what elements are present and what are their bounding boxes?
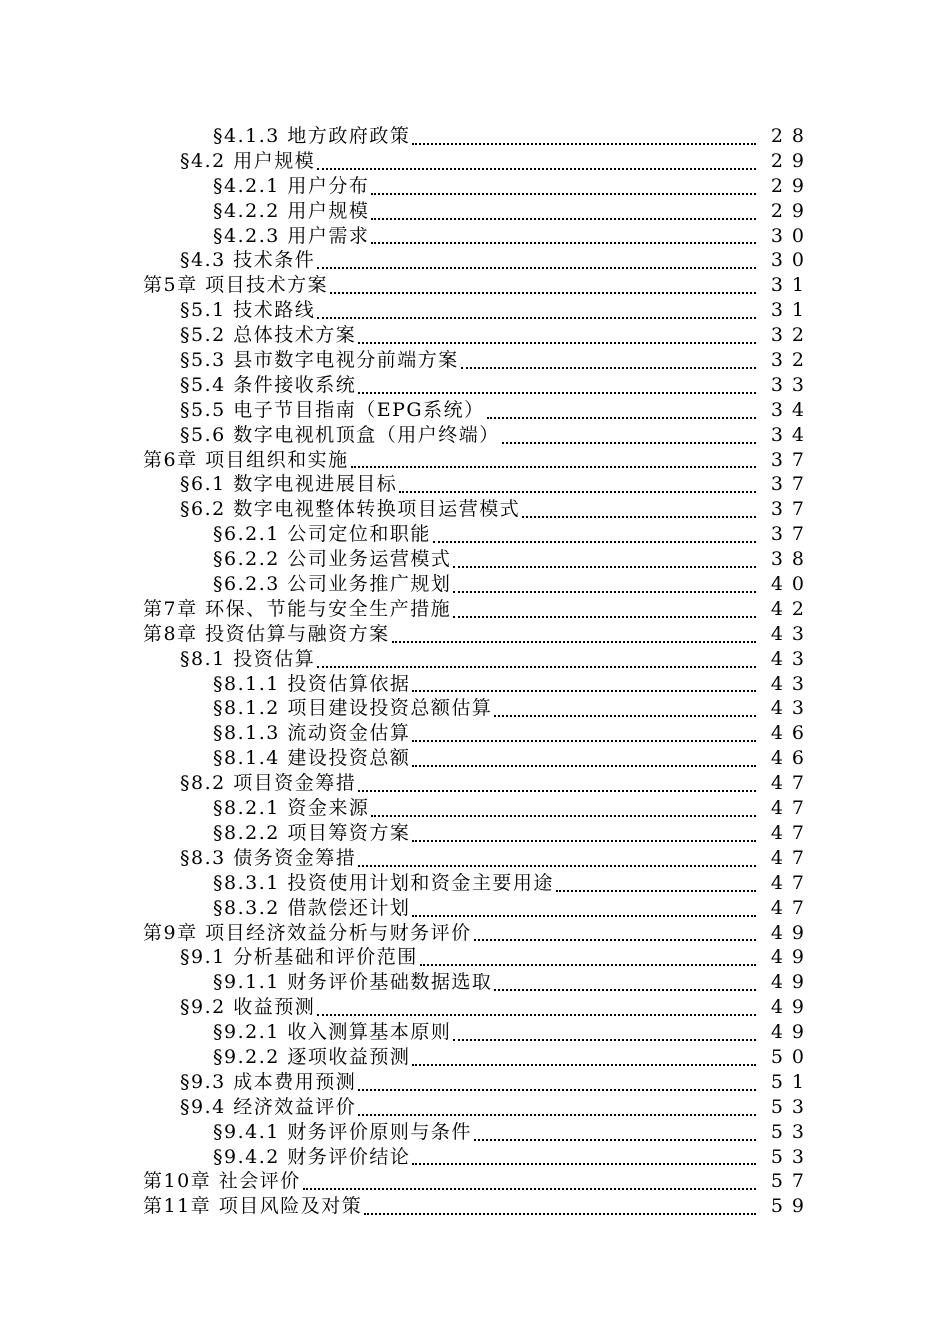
toc-entry-title: §9.2.2 逐项收益预测 xyxy=(213,1045,411,1068)
toc-entry-leader-dots xyxy=(494,690,756,717)
toc-entry-leader-dots xyxy=(317,143,756,170)
toc-entry-page-number: 43 xyxy=(770,697,813,720)
toc-entry-page-number: 47 xyxy=(770,772,813,795)
toc-entry-title: §5.6 数字电视机顶盒（用户终端） xyxy=(180,423,500,446)
toc-entry-leader-dots xyxy=(433,516,756,543)
toc-entry-title: §6.1 数字电视进展目标 xyxy=(180,473,398,496)
toc-entry-page-number: 53 xyxy=(770,1095,813,1118)
toc-entry-page-number: 47 xyxy=(770,896,813,919)
toc-entry-leader-dots xyxy=(317,989,756,1016)
toc-entry-title: §6.2.1 公司定位和职能 xyxy=(213,523,431,546)
toc-entry-title: §9.4.2 财务评价结论 xyxy=(213,1145,411,1168)
toc-entry-page-number: 28 xyxy=(770,125,813,147)
toc-entry-title: §8.2.1 资金来源 xyxy=(213,797,370,820)
toc-entry-leader-dots xyxy=(412,890,756,917)
toc-entry-leader-dots xyxy=(412,815,756,842)
toc-entry-title: §8.2 项目资金筹措 xyxy=(180,772,357,795)
toc-entry-leader-dots xyxy=(358,840,756,867)
toc-entry-page-number: 33 xyxy=(770,373,813,396)
toc-entry-page-number: 49 xyxy=(770,996,813,1019)
toc-entry-title: 第5章 项目技术方案 xyxy=(143,274,329,297)
toc-entry-title: 第6章 项目组织和实施 xyxy=(143,448,349,471)
toc-entry-leader-dots xyxy=(412,118,756,145)
toc-entry-leader-dots xyxy=(358,765,756,792)
toc-entry-title: §9.4 经济效益评价 xyxy=(180,1095,357,1118)
toc-entry[interactable] xyxy=(0,373,950,398)
toc-entry-page-number: 29 xyxy=(770,174,813,197)
toc-entry-title: §5.1 技术路线 xyxy=(180,299,316,322)
toc-entry-leader-dots xyxy=(474,915,756,942)
toc-entry-page-number: 43 xyxy=(770,622,813,645)
toc-entry-page-number: 34 xyxy=(770,398,813,421)
toc-entry-page-number: 53 xyxy=(770,1145,813,1168)
toc-entry-leader-dots xyxy=(453,1014,756,1041)
toc-entry-title: §4.1.3 地方政府政策 xyxy=(213,125,411,147)
toc-entry-page-number: 37 xyxy=(770,523,813,546)
toc-entry-title: §5.4 条件接收系统 xyxy=(180,373,357,396)
toc-entry-leader-dots xyxy=(412,666,756,693)
toc-entry-leader-dots xyxy=(453,541,756,568)
toc-entry-leader-dots xyxy=(371,168,756,195)
toc-entry-title: §8.1.1 投资估算依据 xyxy=(213,672,411,695)
toc-entry-title: §8.3 债务资金筹措 xyxy=(180,846,357,869)
toc-entry-page-number: 40 xyxy=(770,573,813,596)
toc-entry-leader-dots xyxy=(392,616,756,643)
toc-entry-page-number: 47 xyxy=(770,871,813,894)
toc-entry-leader-dots xyxy=(420,939,756,966)
toc-entry-title: §9.3 成本费用预测 xyxy=(180,1070,357,1093)
toc-entry-page-number: 46 xyxy=(770,747,813,770)
toc-entry-title: §8.1.2 项目建设投资总额估算 xyxy=(213,697,493,720)
toc-entry-title: §8.1.4 建设投资总额 xyxy=(213,747,411,770)
toc-entry-page-number: 47 xyxy=(770,846,813,869)
table-of-contents xyxy=(0,124,950,1219)
toc-entry-title: §6.2.2 公司业务运营模式 xyxy=(213,548,452,571)
toc-entry-title: §8.2.2 项目筹资方案 xyxy=(213,821,411,844)
toc-entry-page-number: 46 xyxy=(770,722,813,745)
toc-entry-title: §5.3 县市数字电视分前端方案 xyxy=(180,349,459,372)
toc-entry-leader-dots xyxy=(487,392,756,419)
toc-entry-title: 第9章 项目经济效益分析与财务评价 xyxy=(143,921,472,944)
toc-entry-leader-dots xyxy=(317,242,756,269)
toc-entry-title: §9.1 分析基础和评价范围 xyxy=(180,946,418,969)
toc-entry-leader-dots xyxy=(461,342,756,369)
toc-entry-title: §9.1.1 财务评价基础数据选取 xyxy=(213,971,493,994)
toc-entry-leader-dots xyxy=(358,1064,756,1091)
toc-entry-page-number: 34 xyxy=(770,423,813,446)
toc-entry-title: §8.3.1 投资使用计划和资金主要用途 xyxy=(213,871,554,894)
toc-entry-page-number: 31 xyxy=(770,274,813,297)
toc-entry-leader-dots xyxy=(399,466,756,493)
toc-entry-title: §4.2.3 用户需求 xyxy=(213,224,370,247)
toc-entry-leader-dots xyxy=(358,1089,756,1116)
toc-entry-leader-dots xyxy=(317,641,756,668)
toc-entry-page-number: 37 xyxy=(770,448,813,471)
toc-entry[interactable] xyxy=(0,1194,950,1219)
toc-entry-page-number: 37 xyxy=(770,498,813,521)
toc-entry-page-number: 38 xyxy=(770,548,813,571)
toc-entry-leader-dots xyxy=(371,790,756,817)
toc-entry-title: §9.2 收益预测 xyxy=(180,996,316,1019)
toc-entry-title: §9.4.1 财务评价原则与条件 xyxy=(213,1120,472,1143)
toc-entry-page-number: 53 xyxy=(770,1120,813,1143)
toc-entry-leader-dots xyxy=(358,317,756,344)
toc-entry-title: §6.2 数字电视整体转换项目运营模式 xyxy=(180,498,521,521)
toc-entry-page-number: 30 xyxy=(770,224,813,247)
toc-entry-leader-dots xyxy=(522,491,756,518)
toc-entry-title: 第10章 社会评价 xyxy=(143,1170,301,1193)
toc-entry-title: §4.3 技术条件 xyxy=(180,249,316,272)
toc-entry-leader-dots xyxy=(502,417,756,444)
toc-entry-title: §5.2 总体技术方案 xyxy=(180,324,357,347)
toc-entry-title: §5.5 电子节目指南（EPG系统） xyxy=(180,398,485,421)
toc-entry-leader-dots xyxy=(303,1163,756,1190)
toc-entry-leader-dots xyxy=(494,964,756,991)
toc-entry-leader-dots xyxy=(412,1039,756,1066)
toc-entry-leader-dots xyxy=(364,1188,756,1215)
toc-entry[interactable] xyxy=(0,945,950,970)
toc-entry-page-number: 30 xyxy=(770,249,813,272)
toc-entry-title: §8.3.2 借款偿还计划 xyxy=(213,896,411,919)
toc-entry-page-number: 29 xyxy=(770,149,813,172)
toc-entry-page-number: 29 xyxy=(770,199,813,222)
toc-entry-page-number: 32 xyxy=(770,324,813,347)
toc-entry-leader-dots xyxy=(358,367,756,394)
toc-entry-title: §8.1 投资估算 xyxy=(180,647,316,670)
toc-entry[interactable] xyxy=(0,672,950,697)
toc-entry-leader-dots xyxy=(412,1139,756,1166)
toc-entry-title: 第7章 环保、节能与安全生产措施 xyxy=(143,597,452,620)
toc-entry-page-number: 50 xyxy=(770,1045,813,1068)
toc-entry-title: §6.2.3 公司业务推广规划 xyxy=(213,573,452,596)
toc-entry-page-number: 43 xyxy=(770,647,813,670)
toc-entry-page-number: 42 xyxy=(770,597,813,620)
toc-entry-leader-dots xyxy=(351,442,756,469)
toc-entry-leader-dots xyxy=(330,267,756,294)
toc-entry-page-number: 49 xyxy=(770,971,813,994)
toc-entry-leader-dots xyxy=(474,1114,756,1141)
toc-entry-leader-dots xyxy=(453,591,756,618)
toc-entry-leader-dots xyxy=(412,740,756,767)
toc-entry-leader-dots xyxy=(556,865,756,892)
toc-entry-title: 第8章 投资估算与融资方案 xyxy=(143,622,390,645)
toc-entry-page-number: 32 xyxy=(770,349,813,372)
toc-entry[interactable] xyxy=(0,846,950,871)
toc-entry-page-number: 59 xyxy=(770,1195,813,1218)
toc-entry-leader-dots xyxy=(317,292,756,319)
toc-entry-page-number: 57 xyxy=(770,1170,813,1193)
toc-entry-page-number: 49 xyxy=(770,946,813,969)
toc-entry-page-number: 49 xyxy=(770,921,813,944)
toc-entry-page-number: 49 xyxy=(770,1021,813,1044)
toc-entry-leader-dots xyxy=(453,566,756,593)
toc-entry-title: §9.2.1 收入测算基本原则 xyxy=(213,1021,452,1044)
toc-entry-title: §4.2 用户规模 xyxy=(180,149,316,172)
toc-entry-page-number: 43 xyxy=(770,672,813,695)
toc-entry-title: §8.1.3 流动资金估算 xyxy=(213,722,411,745)
toc-entry[interactable] xyxy=(0,398,950,423)
toc-entry-leader-dots xyxy=(371,218,756,245)
toc-entry[interactable] xyxy=(0,472,950,497)
toc-entry-title: §4.2.2 用户规模 xyxy=(213,199,370,222)
toc-entry-page-number: 47 xyxy=(770,797,813,820)
toc-entry-page-number: 37 xyxy=(770,473,813,496)
toc-entry-leader-dots xyxy=(371,193,756,220)
toc-entry-title: §4.2.1 用户分布 xyxy=(213,174,370,197)
toc-entry-leader-dots xyxy=(412,715,756,742)
toc-entry-page-number: 47 xyxy=(770,821,813,844)
toc-entry-title: 第11章 项目风险及对策 xyxy=(143,1195,363,1218)
toc-entry-page-number: 31 xyxy=(770,299,813,322)
toc-entry-page-number: 51 xyxy=(770,1070,813,1093)
